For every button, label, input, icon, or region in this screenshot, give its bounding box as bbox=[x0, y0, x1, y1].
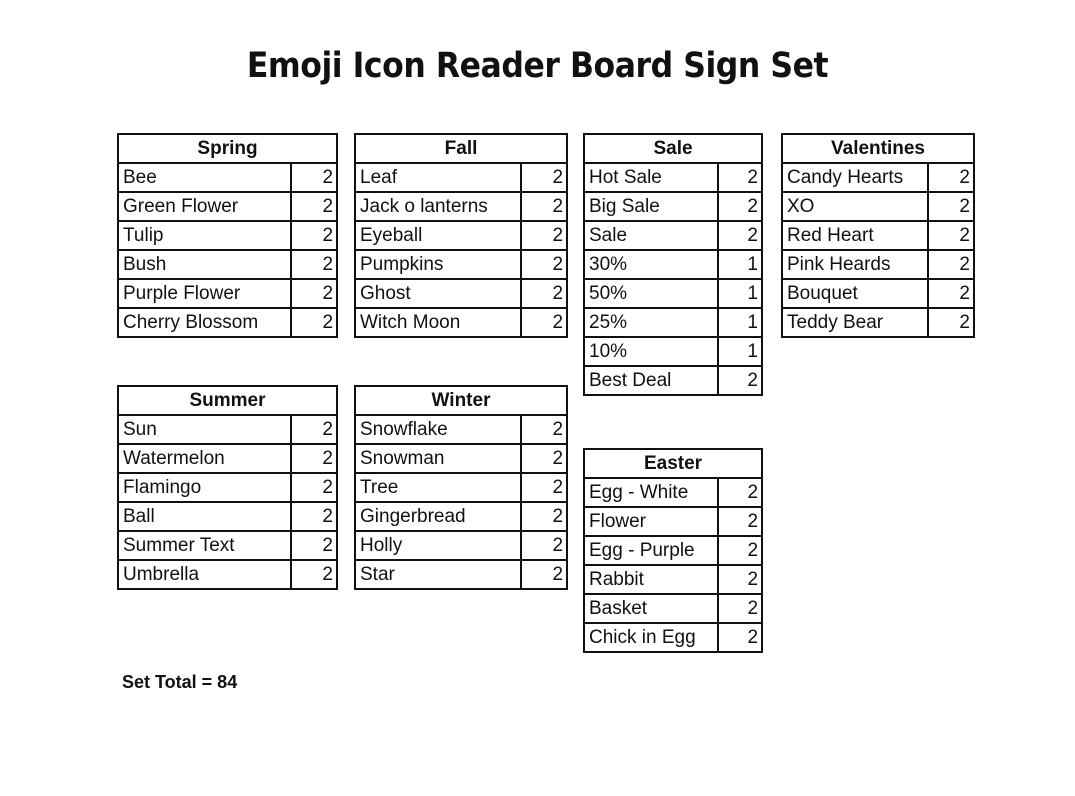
table-row bbox=[584, 221, 762, 250]
item-name: Jack o lanterns bbox=[355, 192, 521, 221]
item-name: Best Deal bbox=[584, 366, 718, 395]
table-row bbox=[584, 478, 762, 507]
table-row bbox=[355, 279, 567, 308]
item-quantity: 2 bbox=[928, 308, 974, 337]
item-quantity: 2 bbox=[291, 163, 337, 192]
table-row bbox=[355, 415, 567, 444]
item-name: Ghost bbox=[355, 279, 521, 308]
item-quantity: 2 bbox=[928, 250, 974, 279]
table-row bbox=[355, 221, 567, 250]
item-name: Egg - Purple bbox=[584, 536, 718, 565]
table-row bbox=[584, 507, 762, 536]
item-name: 50% bbox=[584, 279, 718, 308]
table-row bbox=[355, 444, 567, 473]
item-quantity: 2 bbox=[928, 192, 974, 221]
table-sale bbox=[583, 133, 763, 396]
table-row bbox=[118, 308, 337, 337]
item-name: Ball bbox=[118, 502, 291, 531]
table-row bbox=[584, 565, 762, 594]
item-quantity: 2 bbox=[521, 192, 567, 221]
table-heading: Summer bbox=[118, 386, 337, 415]
item-quantity: 2 bbox=[718, 163, 762, 192]
table-row bbox=[584, 163, 762, 192]
item-name: Pink Heards bbox=[782, 250, 928, 279]
item-quantity: 2 bbox=[718, 192, 762, 221]
item-quantity: 2 bbox=[291, 279, 337, 308]
item-name: Gingerbread bbox=[355, 502, 521, 531]
item-name: Leaf bbox=[355, 163, 521, 192]
item-quantity: 2 bbox=[291, 250, 337, 279]
item-name: Bush bbox=[118, 250, 291, 279]
table-row bbox=[355, 502, 567, 531]
item-name: Candy Hearts bbox=[782, 163, 928, 192]
item-name: Egg - White bbox=[584, 478, 718, 507]
table-row bbox=[355, 163, 567, 192]
table-heading: Sale bbox=[584, 134, 762, 163]
item-quantity: 1 bbox=[718, 250, 762, 279]
table-row bbox=[118, 221, 337, 250]
item-name: 10% bbox=[584, 337, 718, 366]
table-winter bbox=[354, 385, 568, 590]
table-row bbox=[118, 444, 337, 473]
item-name: Cherry Blossom bbox=[118, 308, 291, 337]
item-name: Pumpkins bbox=[355, 250, 521, 279]
item-quantity: 1 bbox=[718, 337, 762, 366]
item-quantity: 2 bbox=[521, 279, 567, 308]
table-row bbox=[118, 531, 337, 560]
table-heading: Winter bbox=[355, 386, 567, 415]
table-heading: Valentines bbox=[782, 134, 974, 163]
item-quantity: 2 bbox=[291, 415, 337, 444]
table-row bbox=[355, 531, 567, 560]
table-row bbox=[118, 560, 337, 589]
item-quantity: 2 bbox=[718, 478, 762, 507]
item-name: XO bbox=[782, 192, 928, 221]
item-name: Eyeball bbox=[355, 221, 521, 250]
item-quantity: 2 bbox=[521, 221, 567, 250]
table-row bbox=[118, 250, 337, 279]
item-quantity: 2 bbox=[718, 221, 762, 250]
table-valentines bbox=[781, 133, 975, 338]
item-name: Snowflake bbox=[355, 415, 521, 444]
table-spring bbox=[117, 133, 338, 338]
item-quantity: 2 bbox=[291, 502, 337, 531]
table-row bbox=[782, 221, 974, 250]
item-name: Bee bbox=[118, 163, 291, 192]
item-quantity: 2 bbox=[291, 221, 337, 250]
item-quantity: 2 bbox=[521, 415, 567, 444]
item-name: Snowman bbox=[355, 444, 521, 473]
table-row bbox=[584, 366, 762, 395]
table-row bbox=[118, 279, 337, 308]
item-quantity: 2 bbox=[521, 473, 567, 502]
item-quantity: 2 bbox=[521, 308, 567, 337]
table-heading: Spring bbox=[118, 134, 337, 163]
item-name: Big Sale bbox=[584, 192, 718, 221]
table-row bbox=[584, 279, 762, 308]
item-quantity: 2 bbox=[718, 594, 762, 623]
item-name: Chick in Egg bbox=[584, 623, 718, 652]
table-easter bbox=[583, 448, 763, 653]
item-quantity: 2 bbox=[291, 560, 337, 589]
table-row bbox=[584, 536, 762, 565]
table-row bbox=[118, 192, 337, 221]
item-quantity: 2 bbox=[291, 531, 337, 560]
item-name: Purple Flower bbox=[118, 279, 291, 308]
item-quantity: 1 bbox=[718, 308, 762, 337]
item-quantity: 2 bbox=[521, 163, 567, 192]
table-row bbox=[118, 415, 337, 444]
item-name: Tulip bbox=[118, 221, 291, 250]
item-quantity: 2 bbox=[291, 192, 337, 221]
table-heading: Fall bbox=[355, 134, 567, 163]
item-name: Green Flower bbox=[118, 192, 291, 221]
item-quantity: 2 bbox=[718, 536, 762, 565]
item-name: Witch Moon bbox=[355, 308, 521, 337]
item-name: Star bbox=[355, 560, 521, 589]
item-name: Flower bbox=[584, 507, 718, 536]
table-row bbox=[355, 192, 567, 221]
item-quantity: 2 bbox=[521, 444, 567, 473]
item-name: Basket bbox=[584, 594, 718, 623]
item-quantity: 2 bbox=[718, 366, 762, 395]
table-row bbox=[118, 163, 337, 192]
item-quantity: 2 bbox=[521, 502, 567, 531]
item-quantity: 1 bbox=[718, 279, 762, 308]
item-quantity: 2 bbox=[718, 507, 762, 536]
item-name: Tree bbox=[355, 473, 521, 502]
page-title: Emoji Icon Reader Board Sign Set bbox=[246, 46, 829, 86]
table-row bbox=[782, 279, 974, 308]
item-quantity: 2 bbox=[291, 308, 337, 337]
item-name: Teddy Bear bbox=[782, 308, 928, 337]
item-name: Red Heart bbox=[782, 221, 928, 250]
table-row bbox=[584, 192, 762, 221]
table-row bbox=[584, 250, 762, 279]
item-name: Hot Sale bbox=[584, 163, 718, 192]
item-quantity: 2 bbox=[521, 250, 567, 279]
table-row bbox=[584, 337, 762, 366]
item-quantity: 2 bbox=[521, 531, 567, 560]
table-fall bbox=[354, 133, 568, 338]
table-row bbox=[782, 250, 974, 279]
item-name: Summer Text bbox=[118, 531, 291, 560]
table-row bbox=[355, 473, 567, 502]
item-name: 25% bbox=[584, 308, 718, 337]
item-name: Sale bbox=[584, 221, 718, 250]
item-name: Flamingo bbox=[118, 473, 291, 502]
table-row bbox=[584, 594, 762, 623]
item-name: Watermelon bbox=[118, 444, 291, 473]
table-row bbox=[355, 308, 567, 337]
item-quantity: 2 bbox=[718, 565, 762, 594]
table-heading: Easter bbox=[584, 449, 762, 478]
item-quantity: 2 bbox=[291, 444, 337, 473]
table-row bbox=[355, 250, 567, 279]
item-quantity: 2 bbox=[521, 560, 567, 589]
item-name: Bouquet bbox=[782, 279, 928, 308]
table-summer bbox=[117, 385, 338, 590]
item-quantity: 2 bbox=[291, 473, 337, 502]
table-row bbox=[584, 623, 762, 652]
table-row bbox=[782, 163, 974, 192]
item-quantity: 2 bbox=[928, 221, 974, 250]
table-row bbox=[584, 308, 762, 337]
table-row bbox=[355, 560, 567, 589]
item-name: Umbrella bbox=[118, 560, 291, 589]
item-quantity: 2 bbox=[718, 623, 762, 652]
item-name: Holly bbox=[355, 531, 521, 560]
set-total: Set Total = 84 bbox=[122, 672, 238, 692]
table-row bbox=[118, 502, 337, 531]
item-name: Rabbit bbox=[584, 565, 718, 594]
item-quantity: 2 bbox=[928, 279, 974, 308]
table-row bbox=[118, 473, 337, 502]
item-quantity: 2 bbox=[928, 163, 974, 192]
item-name: 30% bbox=[584, 250, 718, 279]
table-row bbox=[782, 308, 974, 337]
table-row bbox=[782, 192, 974, 221]
item-name: Sun bbox=[118, 415, 291, 444]
